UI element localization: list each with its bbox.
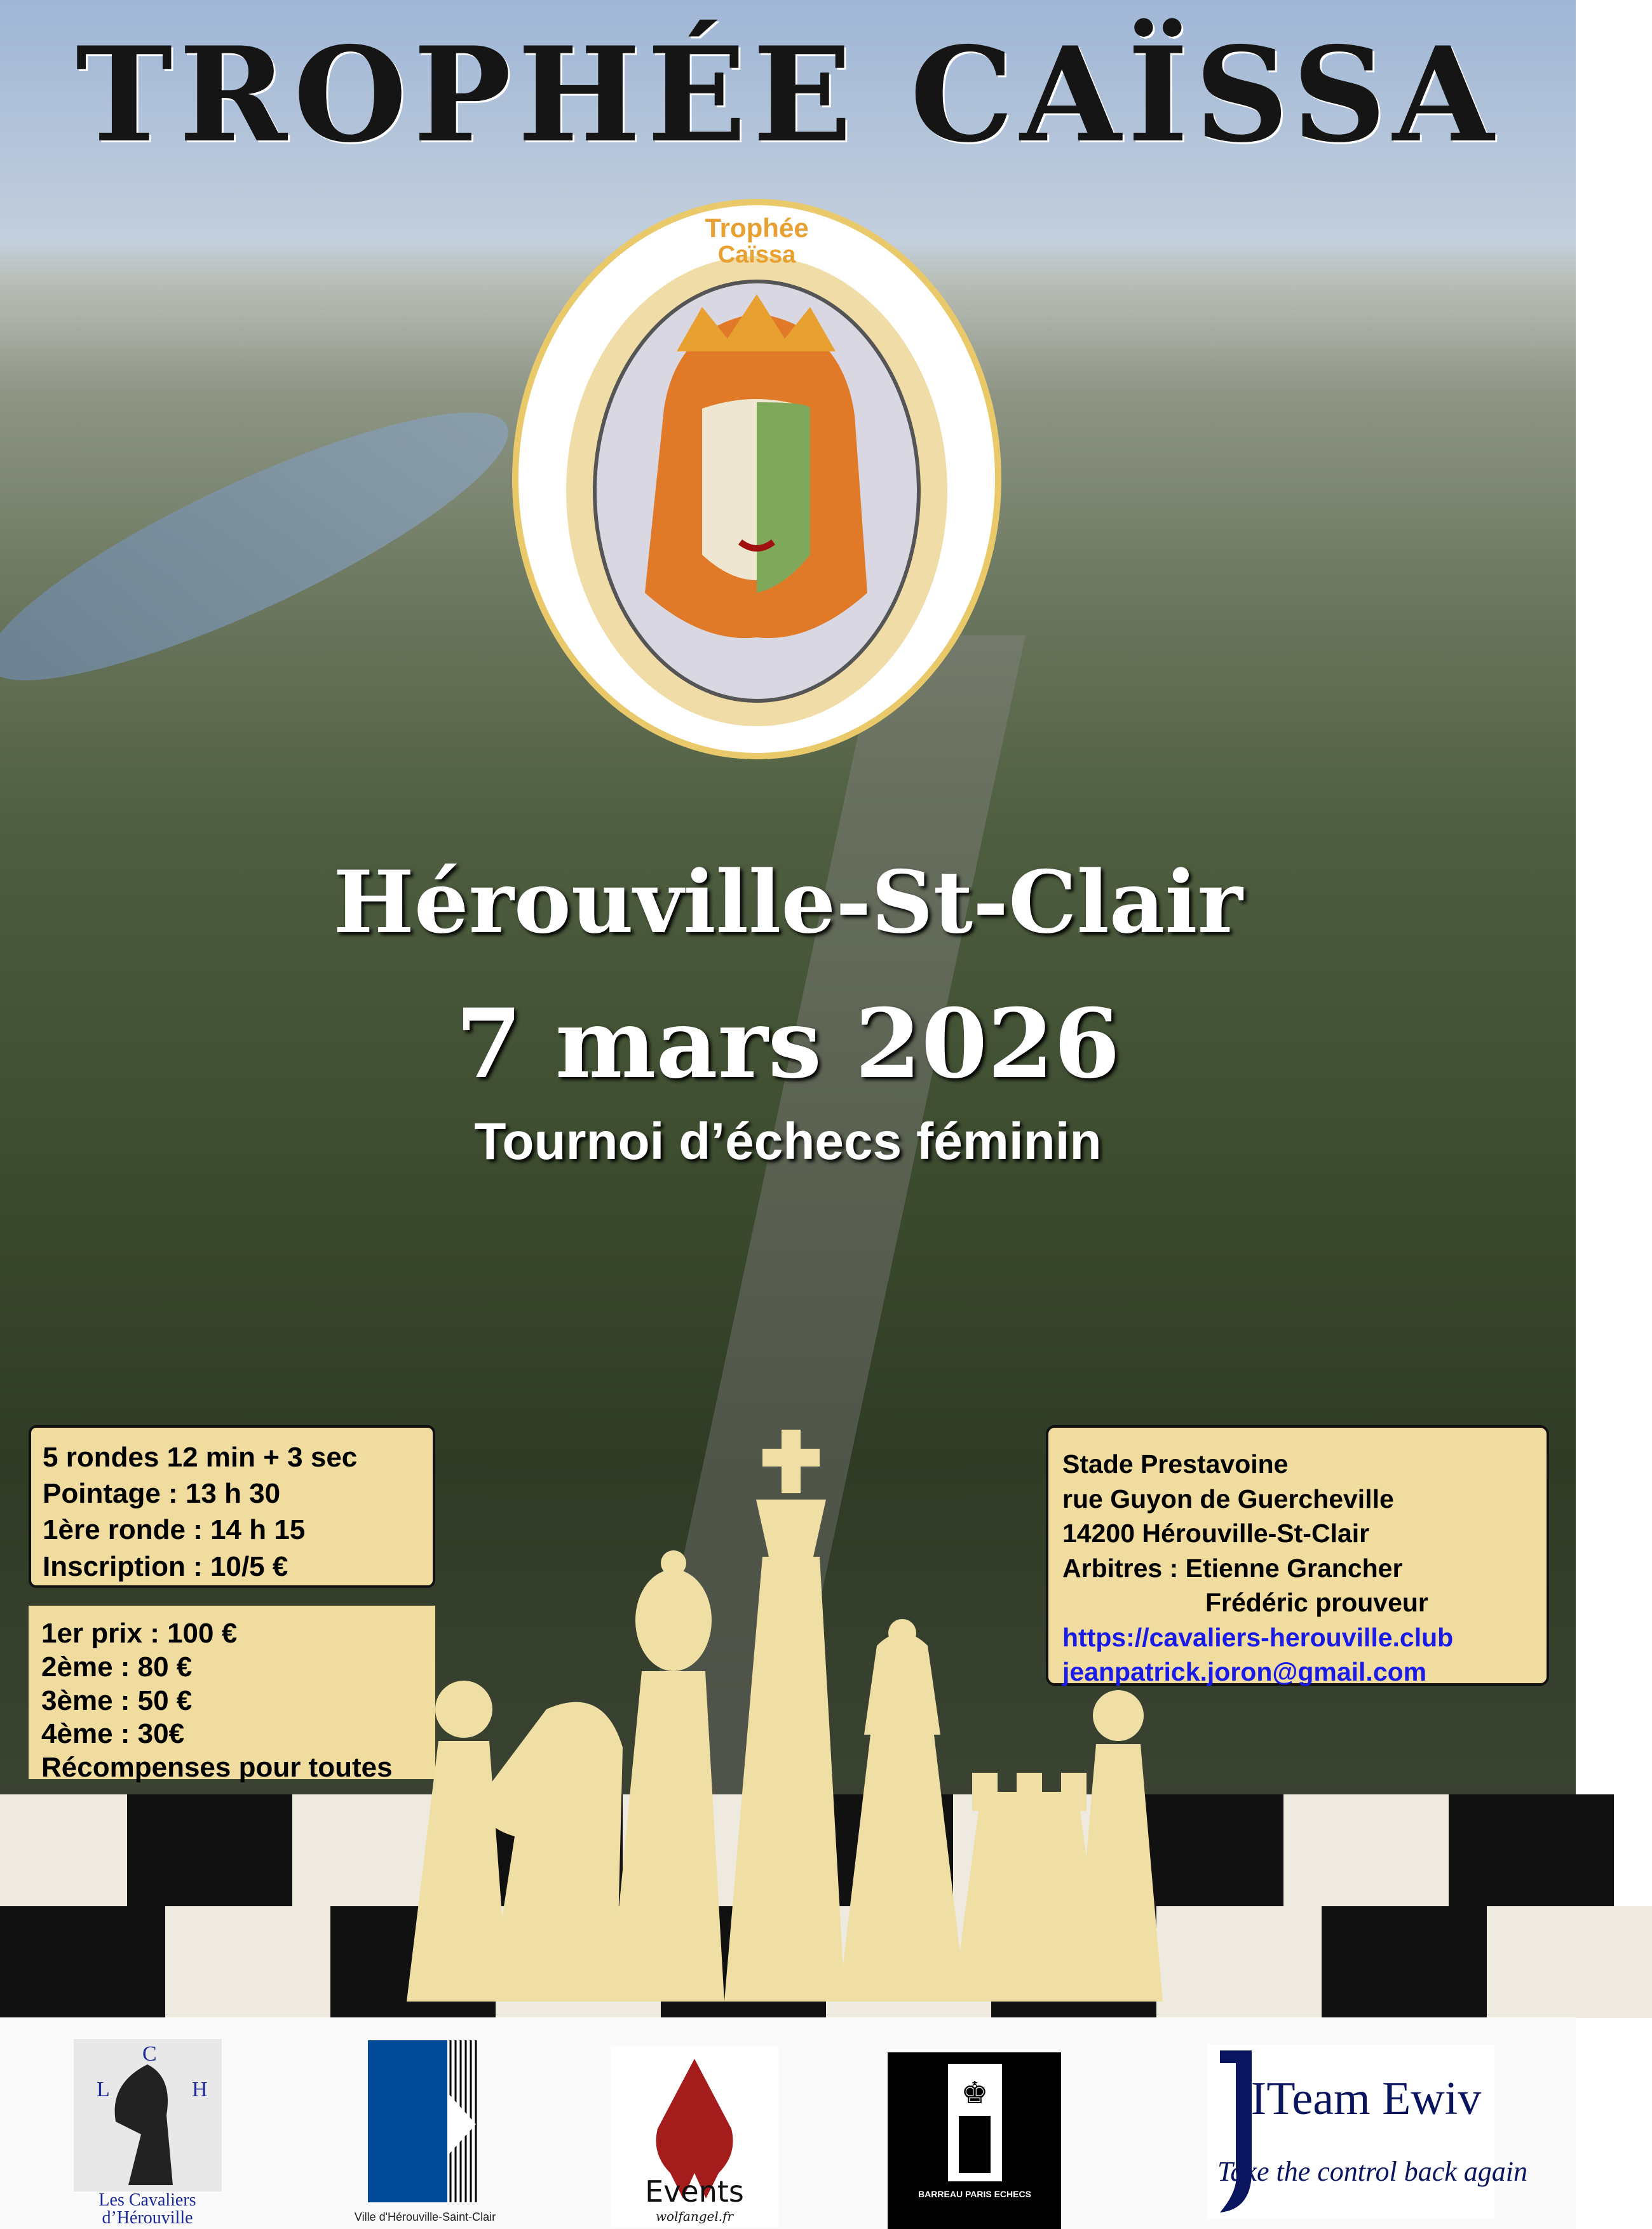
- events-logo: [611, 2046, 778, 2227]
- schedule-box: [29, 1425, 435, 1588]
- board-square: [1449, 1794, 1614, 1906]
- board-square: [1283, 1794, 1449, 1906]
- venue-name: Stade Prestavoine: [1062, 1449, 1289, 1479]
- queen: [839, 1619, 966, 2002]
- prize-line: 1er prix : 100 €: [41, 1618, 238, 1649]
- ville-caption: Ville d'Hérouville-Saint-Clair: [354, 2211, 496, 2223]
- prize-line: 4ème : 30€: [41, 1718, 185, 1750]
- barreau-caption: BARREAU PARIS ECHECS: [918, 2189, 1031, 2199]
- lch-letters: LCH: [97, 2042, 208, 2101]
- board-square: [165, 1906, 330, 2018]
- board-square: [1487, 1906, 1652, 2018]
- events-sub: wolfangel.fr: [655, 2209, 734, 2224]
- events-caption: Events: [645, 2174, 744, 2209]
- ville-herouville-logo: [330, 2035, 523, 2226]
- prizes-box: [29, 1606, 435, 1784]
- prize-line: 3ème : 50 €: [41, 1684, 193, 1716]
- event-city: Hérouville-St-Clair: [333, 851, 1243, 952]
- lch-logo: [71, 2039, 224, 2226]
- venue-city: 14200 Hérouville-St-Clair: [1062, 1519, 1370, 1548]
- pawn-left: [407, 1681, 508, 2002]
- knight: [484, 1702, 623, 2002]
- board-square: [0, 1906, 165, 2018]
- schedule-line: 1ère ronde : 14 h 15: [43, 1514, 306, 1546]
- venue-street: rue Guyon de Guercheville: [1062, 1484, 1394, 1514]
- chess-pieces: [394, 1430, 1188, 2021]
- schedule-line: 5 rondes 12 min + 3 sec: [43, 1442, 358, 1473]
- arbiters: Arbitres : Etienne Grancher: [1062, 1553, 1403, 1583]
- bishop: [610, 1550, 724, 2002]
- poster-title: TROPHÉE CAÏSSA: [76, 19, 1500, 172]
- website-link[interactable]: https://cavaliers-herouville.club: [1062, 1622, 1454, 1652]
- emblem-text-2: Caïssa: [717, 241, 796, 268]
- iteam-caption: ITeam Ewiv: [1250, 2073, 1482, 2125]
- schedule-line: Inscription : 10/5 €: [43, 1550, 288, 1582]
- prize-line: Récompenses pour toutes: [41, 1752, 393, 1784]
- barreau-paris-echecs-logo: [888, 2052, 1061, 2229]
- board-square: [0, 1794, 127, 1906]
- lch-line2: d’Hérouville: [102, 2208, 193, 2228]
- email-link[interactable]: jeanpatrick.joron@gmail.com: [1062, 1657, 1427, 1687]
- pawn-right: [1074, 1690, 1163, 2002]
- iteam-ewiv-logo: [1207, 2044, 1527, 2219]
- board-square: [1322, 1906, 1487, 2018]
- king: [724, 1430, 845, 2002]
- king-icon: ♚: [961, 2077, 989, 2110]
- sponsor-footer: [0, 2017, 1576, 2229]
- arbiters-2: Frédéric prouveur: [1205, 1588, 1428, 1618]
- schedule-line: Pointage : 13 h 30: [43, 1478, 281, 1510]
- lch-line1: Les Cavaliers: [98, 2190, 196, 2210]
- emblem-text-1: Trophée: [705, 213, 809, 243]
- event-subtitle: Tournoi d’échecs féminin: [474, 1113, 1102, 1170]
- trophee-caissa-emblem: [511, 199, 1002, 760]
- board-square: [127, 1794, 292, 1906]
- event-date: 7 mars 2026: [456, 988, 1120, 1100]
- prize-line: 2ème : 80 €: [41, 1651, 193, 1683]
- iteam-tagline: Take the control back again: [1217, 2156, 1527, 2187]
